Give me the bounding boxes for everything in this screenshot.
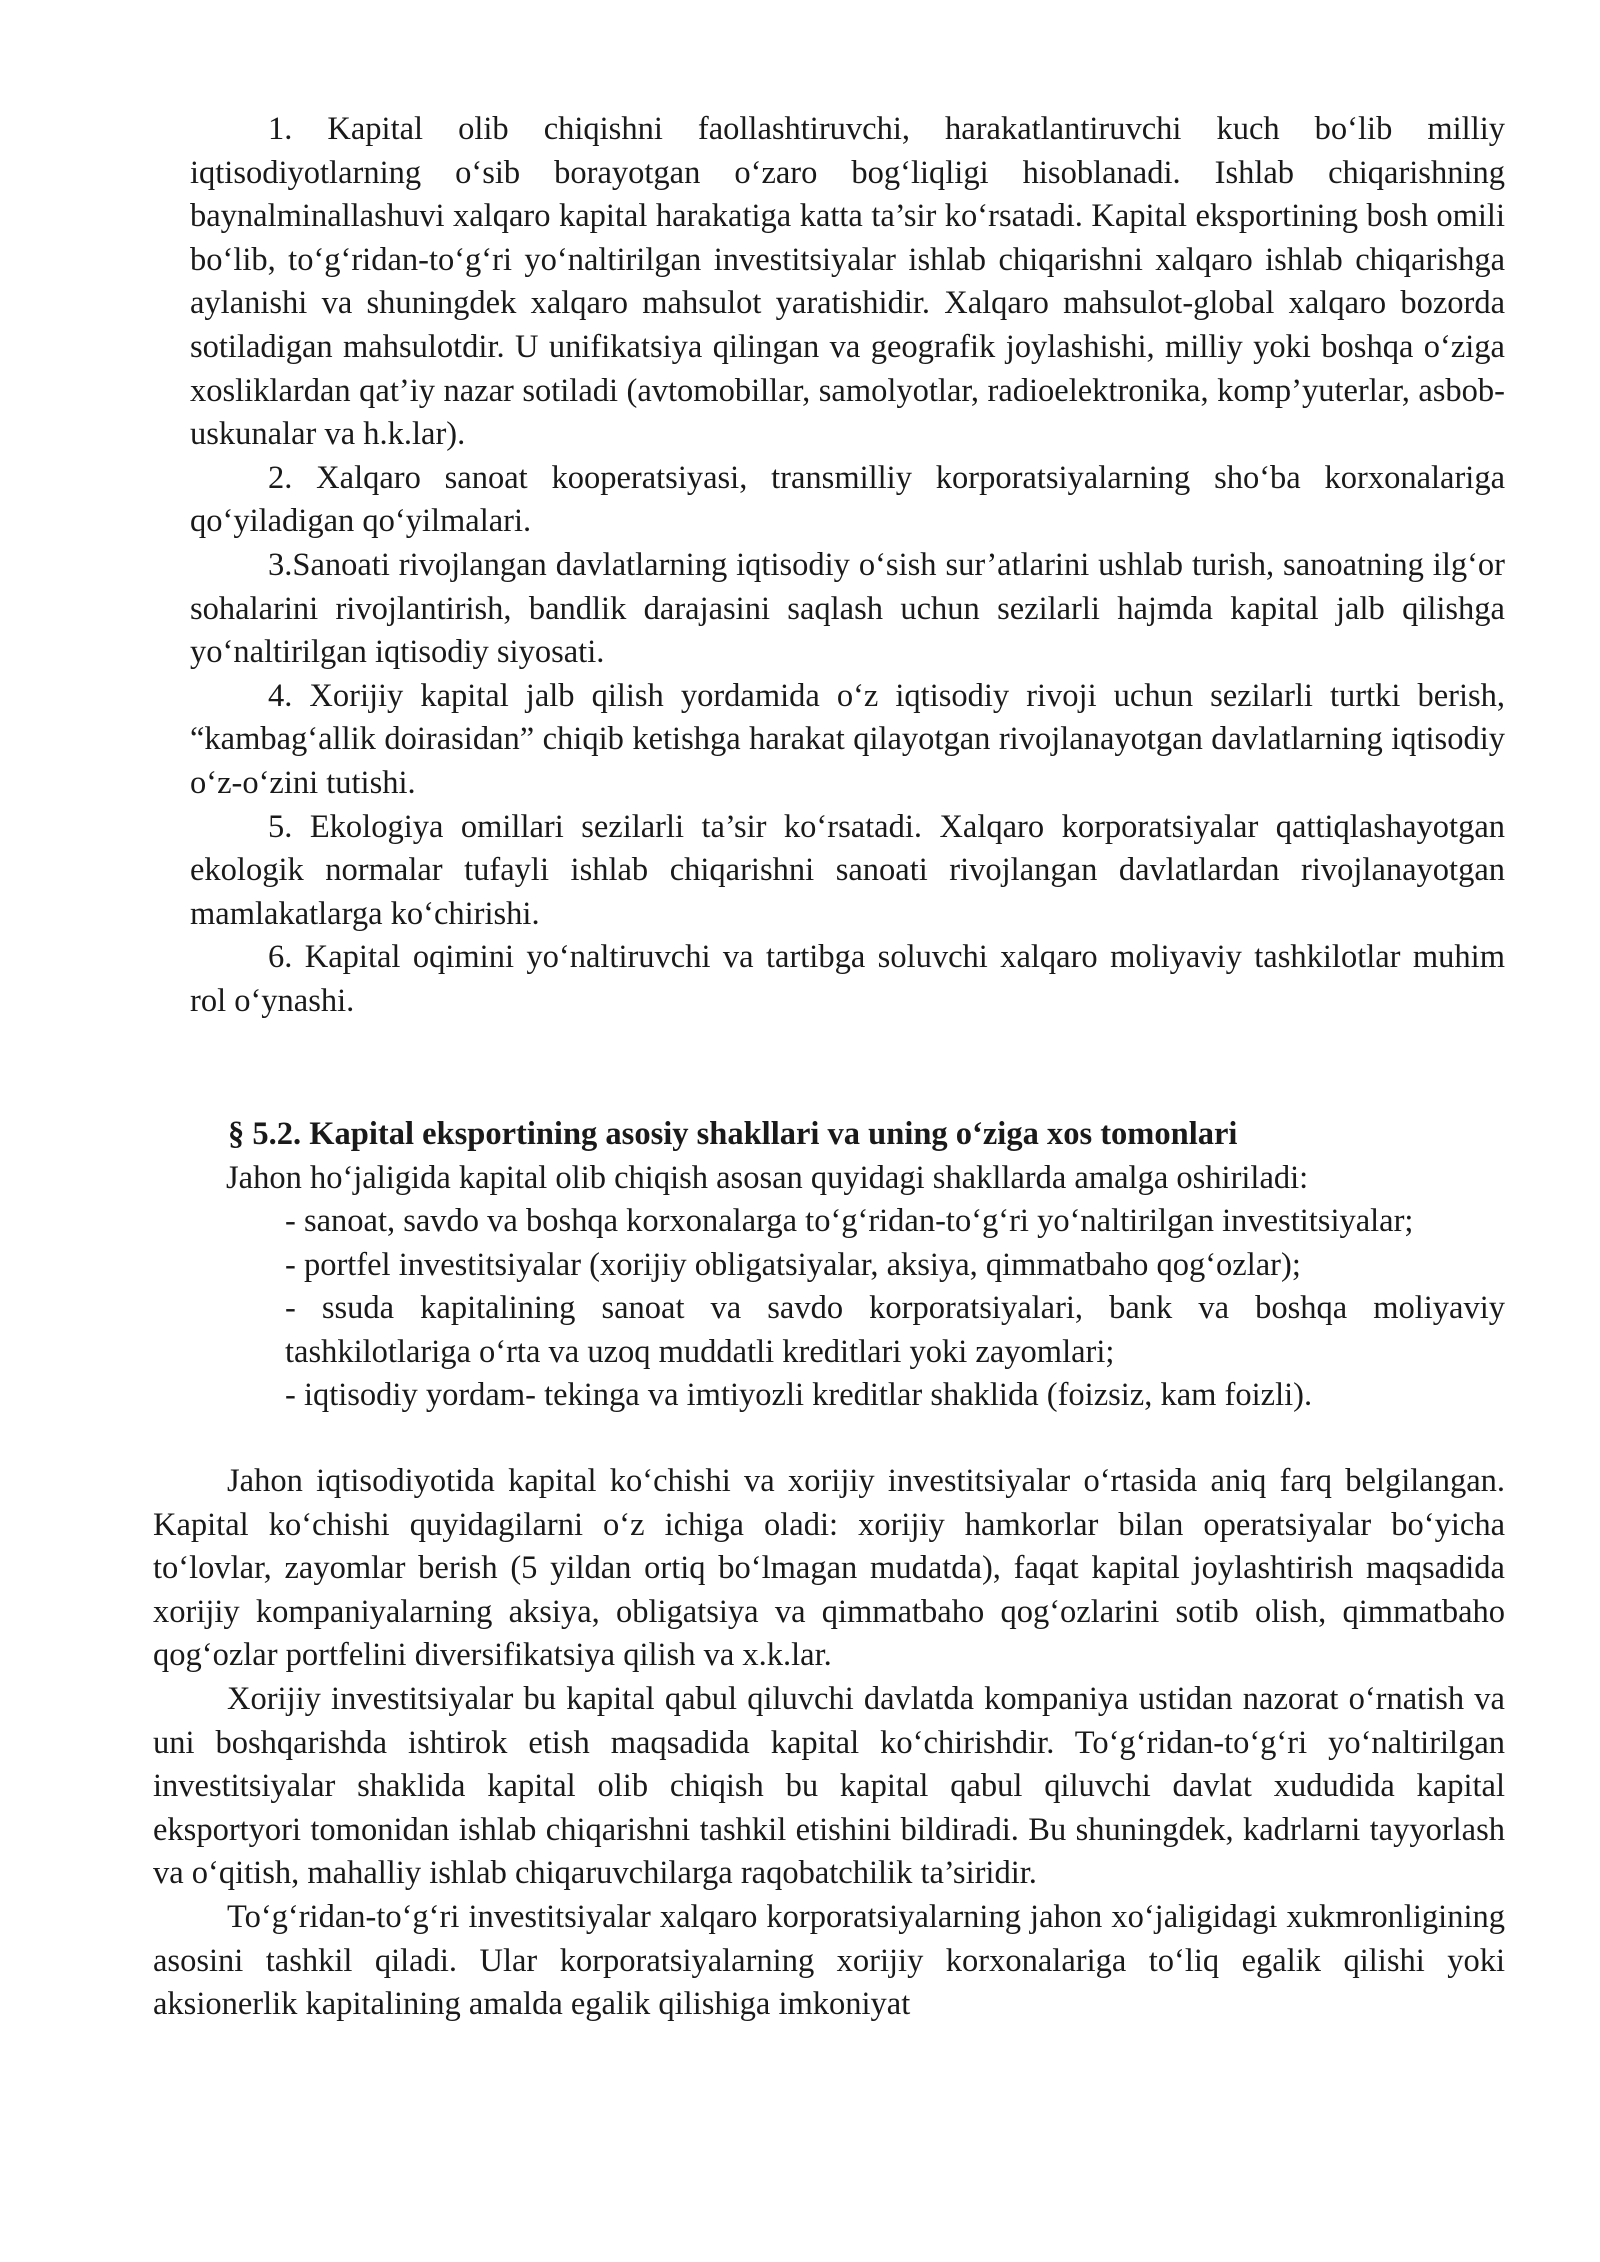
list-item-2: 2. Xalqaro sanoat kooperatsiyasi, transmilliy korporatsiyalarning sho‘ba korxonalariga qo‘yiladigan qo‘yilmalari.: [190, 459, 1505, 540]
section-intro: Jahon ho‘jaligida kapital olib chiqish asosan quyidagi shakllarda amalga oshiriladi:: [226, 1160, 1309, 1196]
bullet-item-2: - portfel investitsiyalar (xorijiy obligatsiyalar, aksiya, qimmatbaho qog‘ozlar);: [285, 1246, 1301, 1283]
section-heading: § 5.2. Kapital eksportining asosiy shakllari va uning o‘ziga xos tomonlari: [228, 1116, 1238, 1152]
body-text: [153, 1460, 1505, 2027]
bullet-item-3: - ssuda kapitalining sanoat va savdo korporatsiyalari, bank va boshqa moliyaviy tashkilotlariga o‘rta va uzoq muddatli kreditlari yoki zayomlari;: [285, 1290, 1505, 1370]
list-item-5: 5. Ekologiya omillari sezilarli ta’sir ko‘rsatadi. Xalqaro korporatsiyalar qattiqlashayotgan ekologik normalar tufayli ishlab chiqarishni sanoati rivojlangan davlatlardan rivojlanayotgan mamlakatlarga ko‘chirishi.: [190, 808, 1505, 932]
bullet-item-4: - iqtisodiy yordam- tekinga va imtiyozli kreditlar shaklida (foizsiz, kam foizli).: [285, 1377, 1313, 1414]
list-item-1: 1. Kapital olib chiqishni faollashtiruvchi, harakatlantiruvchi kuch bo‘lib milliy iqtisodiyotlarning o‘sib borayotgan o‘zaro bog‘liqligi hisoblanadi. Ishlab chiqarishning baynalminallashuvi xalqaro kapital harakatiga katta ta’sir ko‘rsatadi. Kapital eksportining bosh omili bo‘lib, to‘g‘ridan-to‘g‘ri yo‘naltirilgan investitsiyalar ishlab chiqarishni xalqaro ishlab chiqarishga aylanishi va shuningdek xalqaro mahsulot yaratishidir. Xalqaro mahsulot-global xalqaro bozorda sotiladigan mahsulotdir. U unifikatsiya qilingan va geografik joylashishi, milliy yoki boshqa o‘ziga xosliklardan qat’iy nazar sotiladi (avtomobillar, samolyotlar, radioelektronika, komp’yuterlar, asbob-uskunalar va h.k.lar).: [190, 111, 1505, 453]
list-item-4: 4. Xorijiy kapital jalb qilish yordamida o‘z iqtisodiy rivoji uchun sezilarli turtki berish, “kambag‘allik doirasidan” chiqib ketishga harakat qilayotgan rivojlanayotgan davlatlarning iqtisodiy o‘z-o‘zini tutishi.: [190, 677, 1505, 801]
paragraph-2: Xorijiy investitsiyalar bu kapital qabul qiluvchi davlatda kompaniya ustidan nazorat o‘rnatish va uni boshqarishda ishtirok etish maqsadida kapital ko‘chirishdir. To‘g‘ridan-to‘g‘ri yo‘naltirilgan investitsiyalar shaklida kapital olib chiqish bu kapital qabul qiluvchi davlat xududida kapital eksportyori tomonidan ishlab chiqarishni tashkil etishini bildiradi. Bu shuningdek, kadrlarni tayyorlash va o‘qitish, mahalliy ishlab chiqaruvchilarga raqobatchilik ta’siridir.: [153, 1680, 1505, 1892]
list-item-6: 6. Kapital oqimini yo‘naltiruvchi va tartibga soluvchi xalqaro moliyaviy tashkilotlar muhim rol o‘ynashi.: [190, 939, 1505, 1019]
bullet-list: [285, 1200, 1505, 1418]
bullet-item-1: - sanoat, savdo va boshqa korxonalarga to‘g‘ridan-to‘g‘ri yo‘naltirilgan investitsiyalar;: [285, 1203, 1414, 1239]
list-item-3: 3.Sanoati rivojlangan davlatlarning iqtisodiy o‘sish sur’atlarini ushlab turish, sanoatning ilg‘or sohalarini rivojlantirish, bandlik darajasini saqlash uchun sezilarli hajmda kapital jalb qilishga yo‘naltirilgan iqtisodiy siyosati.: [190, 546, 1505, 671]
paragraph-3: To‘g‘ridan-to‘g‘ri investitsiyalar xalqaro korporatsiyalarning jahon xo‘jaligidagi xukmronligining asosini tashkil qiladi. Ular korporatsiyalarning xorijiy korxonalariga to‘liq egalik qilishi yoki aksionerlik kapitalining amalda egalik qilishiga imkoniyat: [153, 1898, 1505, 2023]
numbered-list: [190, 108, 1505, 1023]
paragraph-1: Jahon iqtisodiyotida kapital ko‘chishi va xorijiy investitsiyalar o‘rtasida aniq farq belgilangan. Kapital ko‘chishi quyidagilarni o‘z ichiga oladi: xorijiy hamkorlar bilan operatsiyalar bo‘yicha to‘lovlar, zayomlar berish (5 yildan ortiq bo‘lmagan mudatda), faqat kapital joylashtirish maqsadida xorijiy kompaniyalarning aksiya, obligatsiya va qimmatbaho qog‘ozlarini sotib olish, qimmatbaho qog‘ozlar portfelini diversifikatsiya qilish va x.k.lar.: [153, 1463, 1505, 1674]
